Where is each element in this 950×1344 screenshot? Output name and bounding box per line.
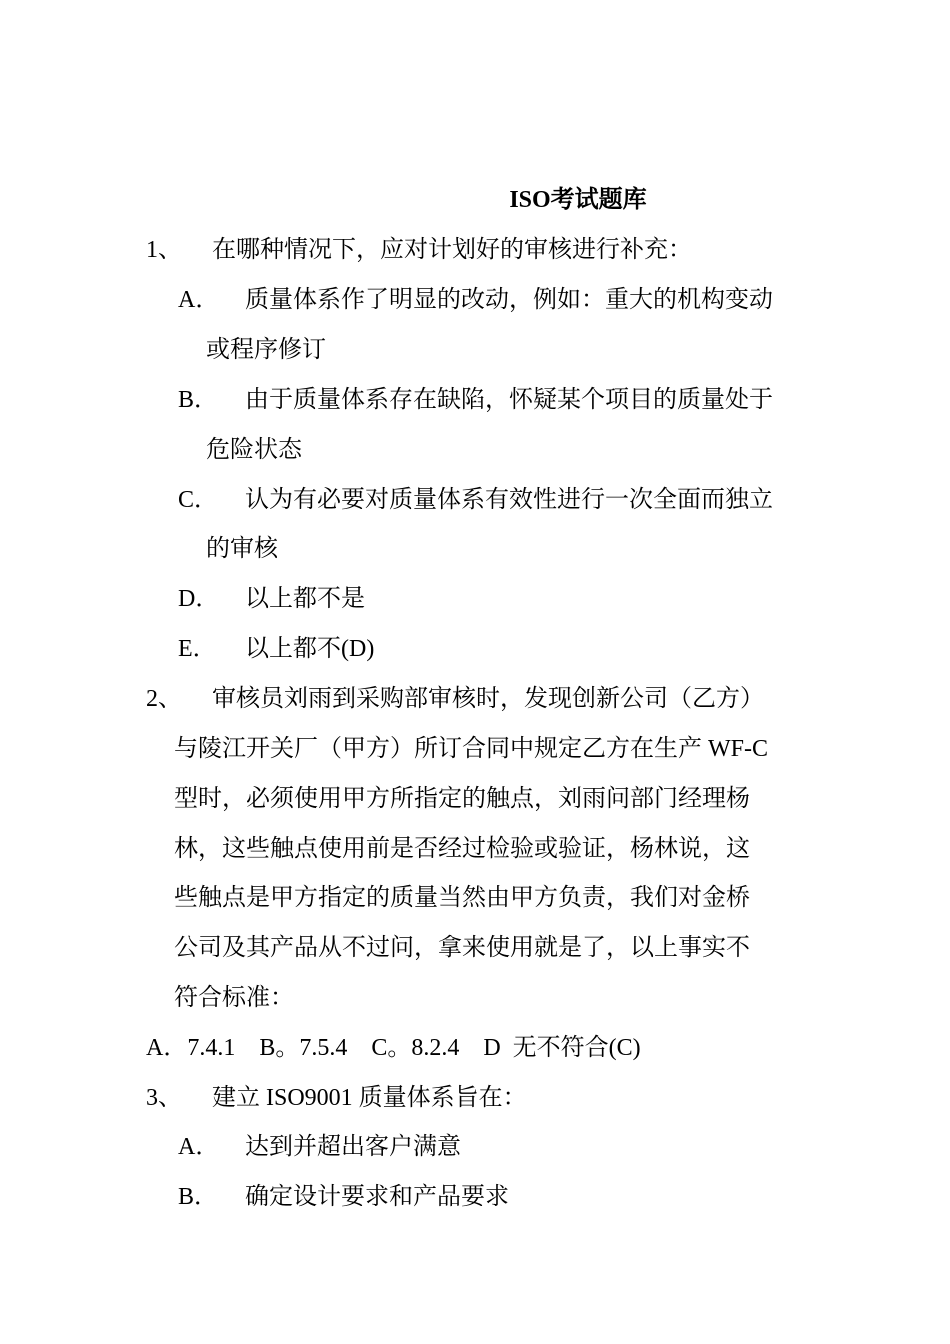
question-2-line: 与陵江开关厂（甲方）所订合同中规定乙方在生产 WF-C <box>174 736 768 762</box>
option-text: 认为有必要对质量体系有效性进行一次全面而独立 <box>245 487 773 513</box>
question-number: 1、 <box>146 237 182 263</box>
option-text: 确定设计要求和产品要求 <box>245 1184 509 1210</box>
option-text: 以上都不(D) <box>245 636 375 662</box>
question-text: 在哪种情况下，应对计划好的审核进行补充： <box>212 237 692 263</box>
option-letter: B． <box>178 1184 219 1210</box>
option-letter: A． <box>178 1134 220 1160</box>
option-b-continuation: 危险状态 <box>206 437 302 463</box>
option-c-continuation: 的审核 <box>206 536 278 562</box>
question-2-line: 公司及其产品从不过问，拿来使用就是了，以上事实不 <box>174 935 750 961</box>
option-text: 质量体系作了明显的改动，例如：重大的机构变动 <box>245 287 773 313</box>
page-title: ISO考试题库 <box>509 187 647 213</box>
option-a-continuation: 或程序修订 <box>206 337 326 363</box>
question-text: 建立 ISO9001 质量体系旨在： <box>212 1085 527 1111</box>
option-text: 达到并超出客户满意 <box>245 1134 461 1160</box>
question-2-line: 林，这些触点使用前是否经过检验或验证，杨林说，这 <box>174 836 750 862</box>
option-letter: D． <box>178 586 220 612</box>
option-letter: B． <box>178 387 219 413</box>
option-text: 由于质量体系存在缺陷，怀疑某个项目的质量处于 <box>245 387 773 413</box>
question-2-line: 型时，必须使用甲方所指定的触点，刘雨问部门经理杨 <box>174 786 750 812</box>
option-letter: C． <box>178 487 219 513</box>
question-number: 2、 <box>146 686 182 712</box>
option-letter: E． <box>178 636 217 662</box>
question-2-line: 符合标准： <box>174 985 294 1011</box>
question-2-answers: A．7.4.1 B。7.5.4 C。8.2.4 D 无不符合(C) <box>146 1035 641 1061</box>
question-text: 审核员刘雨到采购部审核时，发现创新公司（乙方） <box>212 686 764 712</box>
question-2-line: 些触点是甲方指定的质量当然由甲方负责，我们对金桥 <box>174 885 750 911</box>
option-text: 以上都不是 <box>245 586 365 612</box>
option-letter: A． <box>178 287 220 313</box>
question-number: 3、 <box>146 1085 182 1111</box>
